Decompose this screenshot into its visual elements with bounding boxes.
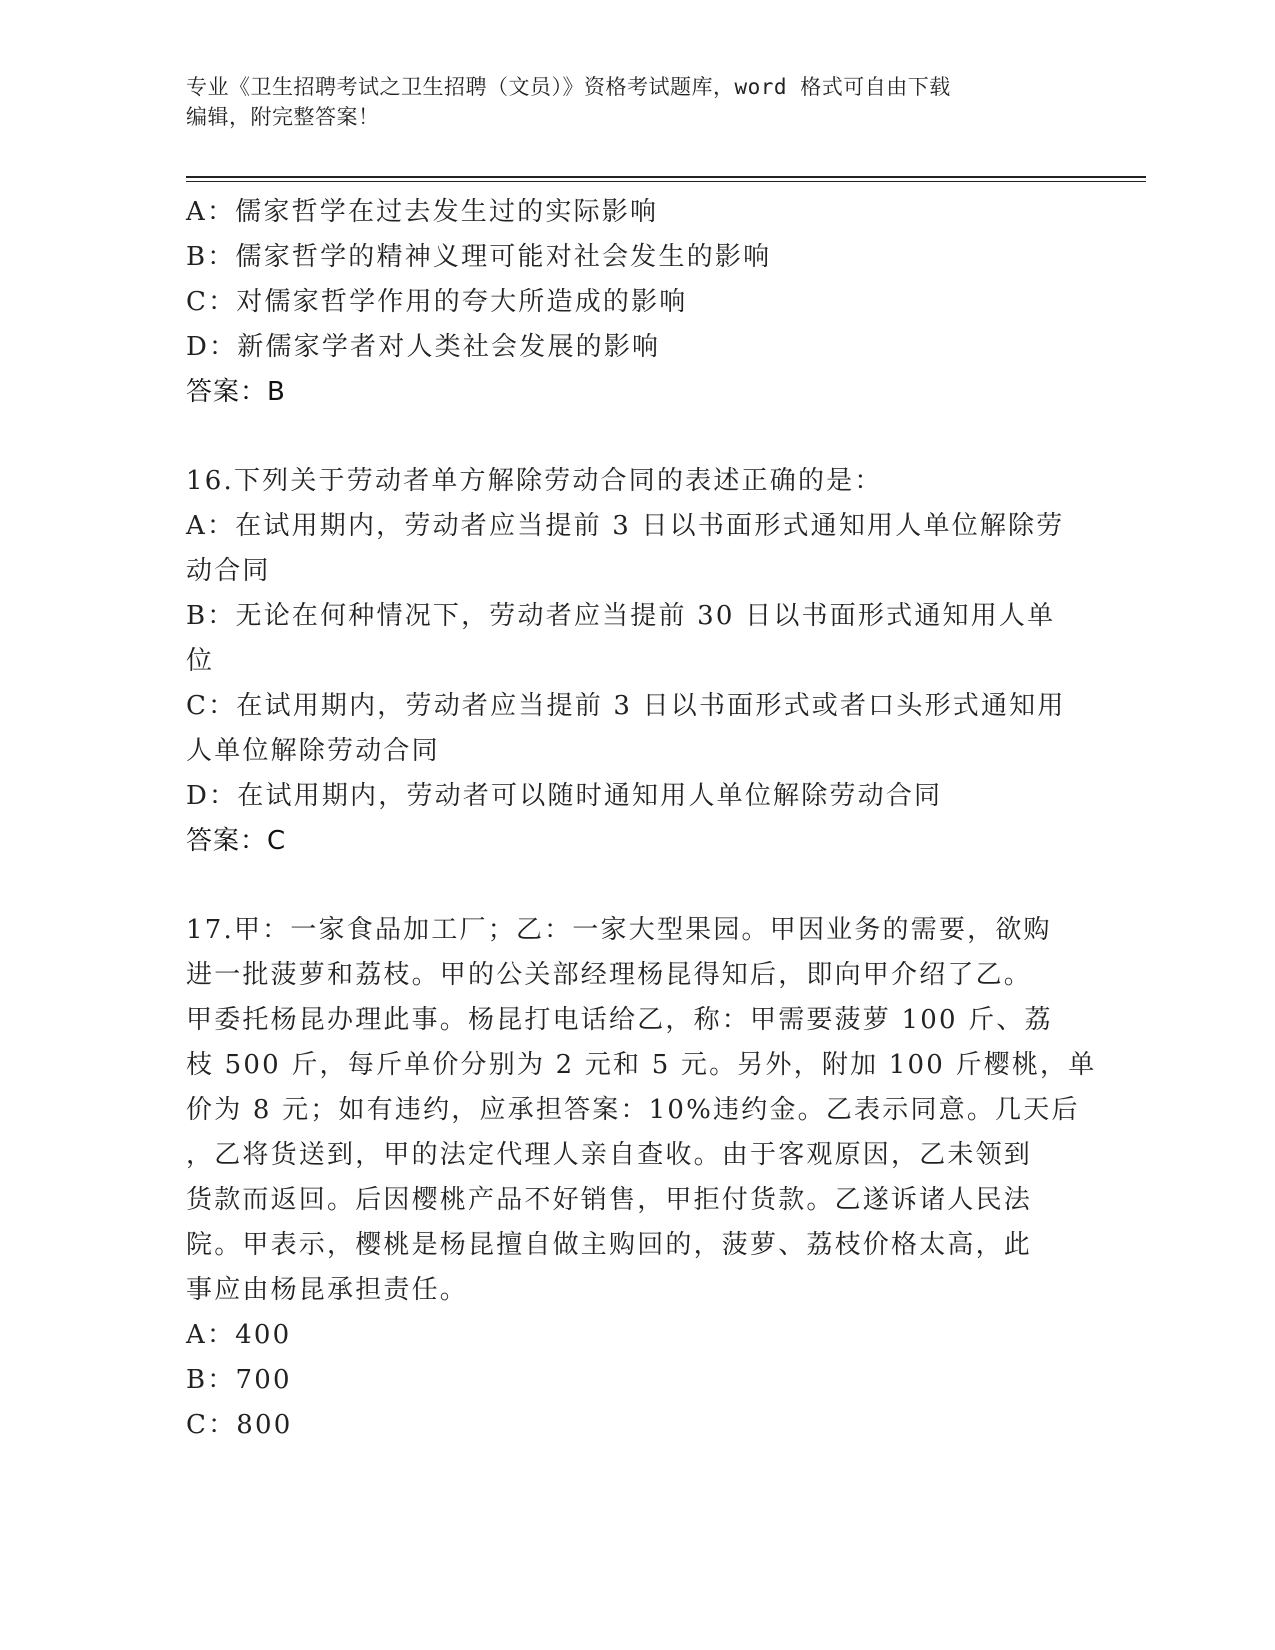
question-text-line: 枝 500 斤，每斤单价分别为 2 元和 5 元。另外，附加 100 斤樱桃，单 (186, 1050, 1097, 1080)
spacer (186, 415, 1076, 459)
question-text-line: 17.甲：一家食品加工厂；乙：一家大型果园。甲因业务的需要，欲购 (186, 915, 1052, 945)
option-d: D：在试用期内，劳动者可以随时通知用人单位解除劳动合同 (186, 781, 943, 811)
question-text-line: 进一批菠萝和荔枝。甲的公关部经理杨昆得知后，即向甲介绍了乙。 (186, 960, 1033, 990)
question-content (186, 190, 1097, 1448)
question-text: 16.下列关于劳动者单方解除劳动合同的表述正确的是： (186, 466, 883, 496)
option-a: A：儒家哲学在过去发生过的实际影响 (186, 197, 659, 227)
question-text-line: 甲委托杨昆办理此事。杨昆打电话给乙，称：甲需要菠萝 100 斤、荔 (186, 1005, 1053, 1035)
question-15 (186, 190, 1076, 415)
header-rule-thick (186, 176, 1146, 178)
question-text-line: 院。甲表示，樱桃是杨昆擅自做主购回的，菠萝、荔枝价格太高，此 (186, 1230, 1033, 1260)
header-rule-thin (186, 181, 1146, 182)
answer-label: 答案：C (186, 826, 287, 856)
spacer (186, 864, 1076, 908)
option-b-line-2: 位 (186, 646, 215, 676)
document-header (186, 72, 1086, 132)
question-17 (186, 908, 1097, 1448)
option-d: D：新儒家学者对人类社会发展的影响 (186, 332, 661, 362)
option-b: B：700 (186, 1365, 292, 1395)
question-16 (186, 459, 1076, 864)
option-c: C：800 (186, 1410, 293, 1440)
question-text-line: ，乙将货送到，甲的法定代理人亲自查收。由于客观原因，乙未领到 (186, 1140, 1033, 1170)
option-a-line-2: 动合同 (186, 556, 271, 586)
question-text-line: 事应由杨昆承担责任。 (186, 1275, 469, 1305)
option-b: B：儒家哲学的精神义理可能对社会发生的影响 (186, 242, 772, 272)
option-c: C：对儒家哲学作用的夸大所造成的影响 (186, 287, 688, 317)
option-a: A：400 (186, 1320, 292, 1350)
answer-label: 答案：B (186, 377, 286, 407)
option-c-line-1: C：在试用期内，劳动者应当提前 3 日以书面形式或者口头形式通知用 (186, 691, 1066, 721)
header-line-2: 编辑，附完整答案！ (186, 105, 380, 129)
option-c-line-2: 人单位解除劳动合同 (186, 736, 440, 766)
question-text-line: 价为 8 元；如有违约，应承担答案：10%违约金。乙表示同意。几天后 (186, 1095, 1080, 1125)
question-text-line: 货款而返回。后因樱桃产品不好销售，甲拒付货款。乙遂诉诸人民法 (186, 1185, 1033, 1215)
option-a-line-1: A：在试用期内，劳动者应当提前 3 日以书面形式通知用人单位解除劳 (186, 511, 1065, 541)
header-line-1: 专业《卫生招聘考试之卫生招聘（文员）》资格考试题库，word 格式可自由下载 (186, 75, 951, 99)
option-b-line-1: B：无论在何种情况下，劳动者应当提前 30 日以书面形式通知用人单 (186, 601, 1056, 631)
